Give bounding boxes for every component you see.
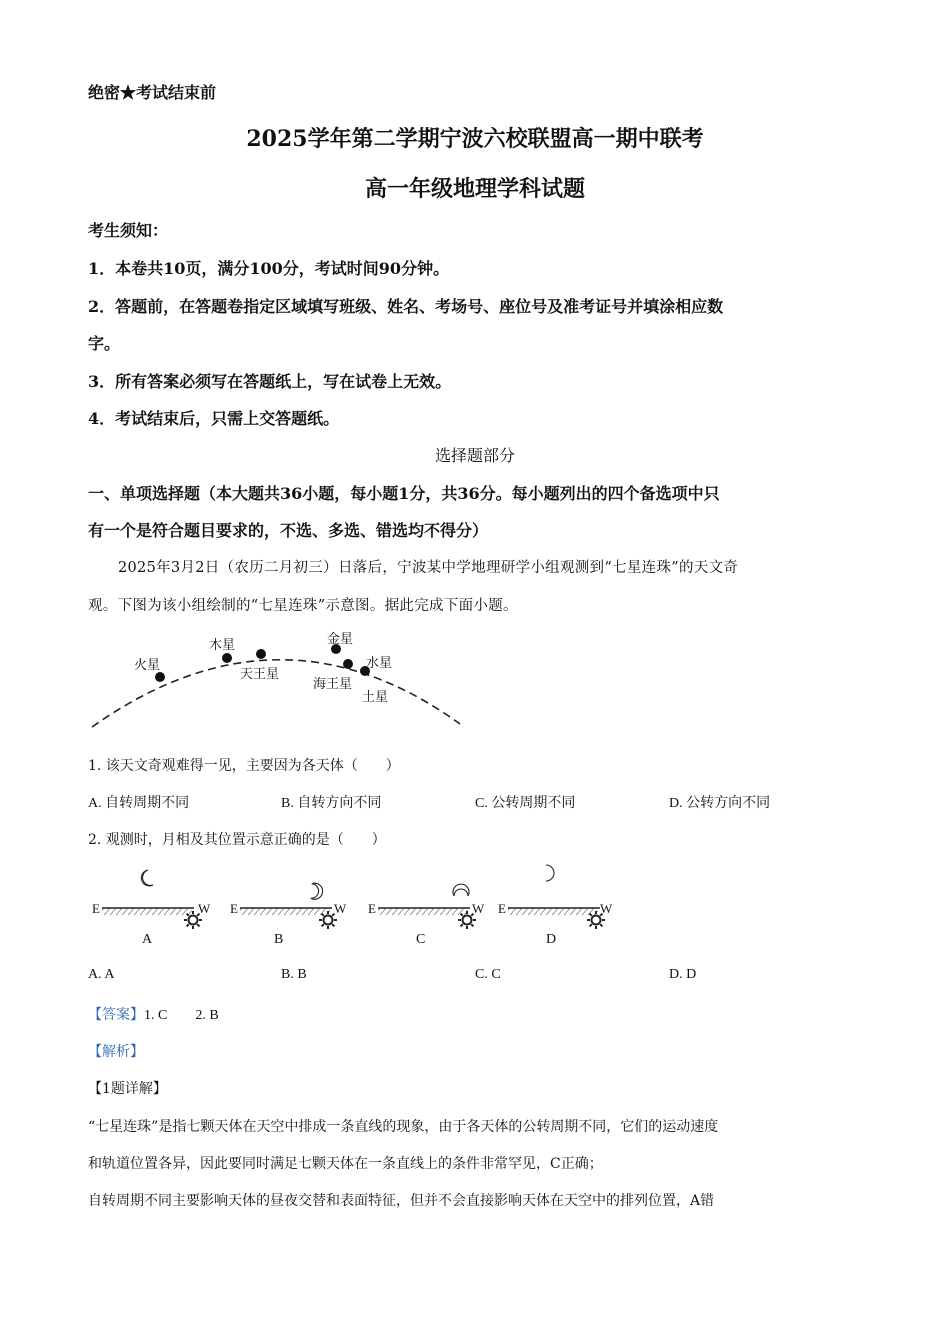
planet-label-venus: 金星 — [327, 632, 354, 647]
analysis-text: “七星连珠”是指七颗天体在天空中排成一条直线的现象，由于各天体的公转周期不同，它们的运动速度 — [88, 1119, 719, 1135]
analysis-text: 自转周期不同主要影响天体的昼夜交替和表面特征，但并不会直接影响天体在天空中的排列位置，A错 — [88, 1193, 715, 1209]
west-label: W — [472, 901, 485, 916]
question-1-stem: 1. 该天文奇观难得一见，主要因为各天体（ ） — [88, 758, 400, 774]
question-2-option-d[interactable]: D. D — [669, 967, 697, 982]
question-stem: 观。下图为该小组绘制的“七星连珠”示意图。据此完成下面小题。 — [88, 598, 518, 614]
section-title: 选择题部分 — [434, 446, 515, 465]
notice-heading: 考生须知： — [88, 221, 169, 240]
planet-label-saturn: 土星 — [362, 690, 389, 705]
question-2-option-c[interactable]: C. C — [475, 967, 501, 982]
moon-icon — [453, 884, 469, 896]
analysis-tag: 【解析】 — [88, 1044, 144, 1060]
east-label: E — [92, 901, 100, 916]
notice-item: 字。 — [88, 334, 121, 353]
notice-item: 2．答题前，在答题卷指定区域填写班级、姓名、考场号、座位号及准考证号并填涂相应数 — [88, 297, 724, 316]
planet-label-jupiter: 木星 — [209, 638, 236, 653]
planet-label-neptune: 海王星 — [313, 677, 353, 692]
east-label: E — [230, 901, 238, 916]
diagram-label: A — [142, 932, 153, 947]
moon-diagram-c — [366, 860, 496, 950]
analysis-text: 和轨道位置各异，因此要同时满足七颗天体在一条直线上的条件非常罕见，C正确； — [88, 1156, 603, 1172]
notice-item: 4．考试结束后，只需上交答题纸。 — [88, 409, 340, 428]
planet-dot-icon — [222, 653, 232, 663]
question-2-stem: 2. 观测时，月相及其位置示意正确的是（ ） — [88, 832, 386, 848]
secret-label: 绝密★考试结束前 — [88, 83, 217, 102]
page-subtitle: 高一年级地理学科试题 — [364, 176, 585, 202]
planet-label-mars: 火星 — [134, 658, 161, 673]
planet-dot-icon — [155, 672, 165, 682]
moon-icon — [307, 882, 325, 902]
question-1-option-b[interactable]: B. 自转方向不同 — [281, 796, 382, 811]
moon-diagram-b — [228, 860, 358, 950]
answer-tag: 【答案】 — [88, 1007, 144, 1023]
east-label: E — [368, 901, 376, 916]
question-1-option-d[interactable]: D. 公转方向不同 — [669, 796, 771, 811]
question-1-option-c[interactable]: C. 公转周期不同 — [475, 796, 576, 811]
question-2-option-a[interactable]: A. A — [88, 967, 115, 982]
planet-label-mercury: 水星 — [366, 656, 393, 671]
answer-text: 1. C 2. B — [144, 1008, 219, 1023]
section-instruction: 一、单项选择题（本大题共36小题，每小题1分，共36分。每小题列出的四个备选项中只 — [88, 484, 720, 503]
section-instruction: 有一个是符合题目要求的，不选、多选、错选均不得分） — [88, 521, 489, 540]
west-label: W — [334, 901, 347, 916]
question-1-option-a[interactable]: A. 自转周期不同 — [88, 796, 190, 811]
planet-dot-icon — [256, 649, 266, 659]
analysis-detail-tag: 【1题详解】 — [88, 1081, 167, 1097]
answer-line — [88, 1004, 219, 1024]
moon-diagram-a — [90, 860, 220, 950]
diagram-label: C — [416, 932, 426, 947]
moon-icon — [546, 865, 554, 881]
diagram-label: B — [274, 932, 284, 947]
question-stem: 2025年3月2日（农历二月初三）日落后，宁波某中学地理研学小组观测到“七星连珠”的天文奇 — [118, 560, 739, 576]
diagram-label: D — [546, 932, 557, 947]
planet-label-uranus: 天王星 — [240, 667, 280, 682]
west-label: W — [198, 901, 211, 916]
notice-item: 3．所有答案必须写在答题纸上，写在试卷上无效。 — [88, 372, 452, 391]
west-label: W — [600, 901, 613, 916]
page-title: 2025学年第二学期宁波六校联盟高一期中联考 — [246, 126, 704, 152]
moon-icon — [141, 870, 153, 886]
question-2-option-b[interactable]: B. B — [281, 967, 307, 982]
planet-alignment-figure — [80, 624, 480, 734]
moon-diagram-d — [496, 860, 626, 950]
east-label: E — [498, 901, 506, 916]
notice-item: 1．本卷共10页，满分100分，考试时间90分钟。 — [88, 259, 450, 278]
planet-dot-icon — [343, 659, 353, 669]
